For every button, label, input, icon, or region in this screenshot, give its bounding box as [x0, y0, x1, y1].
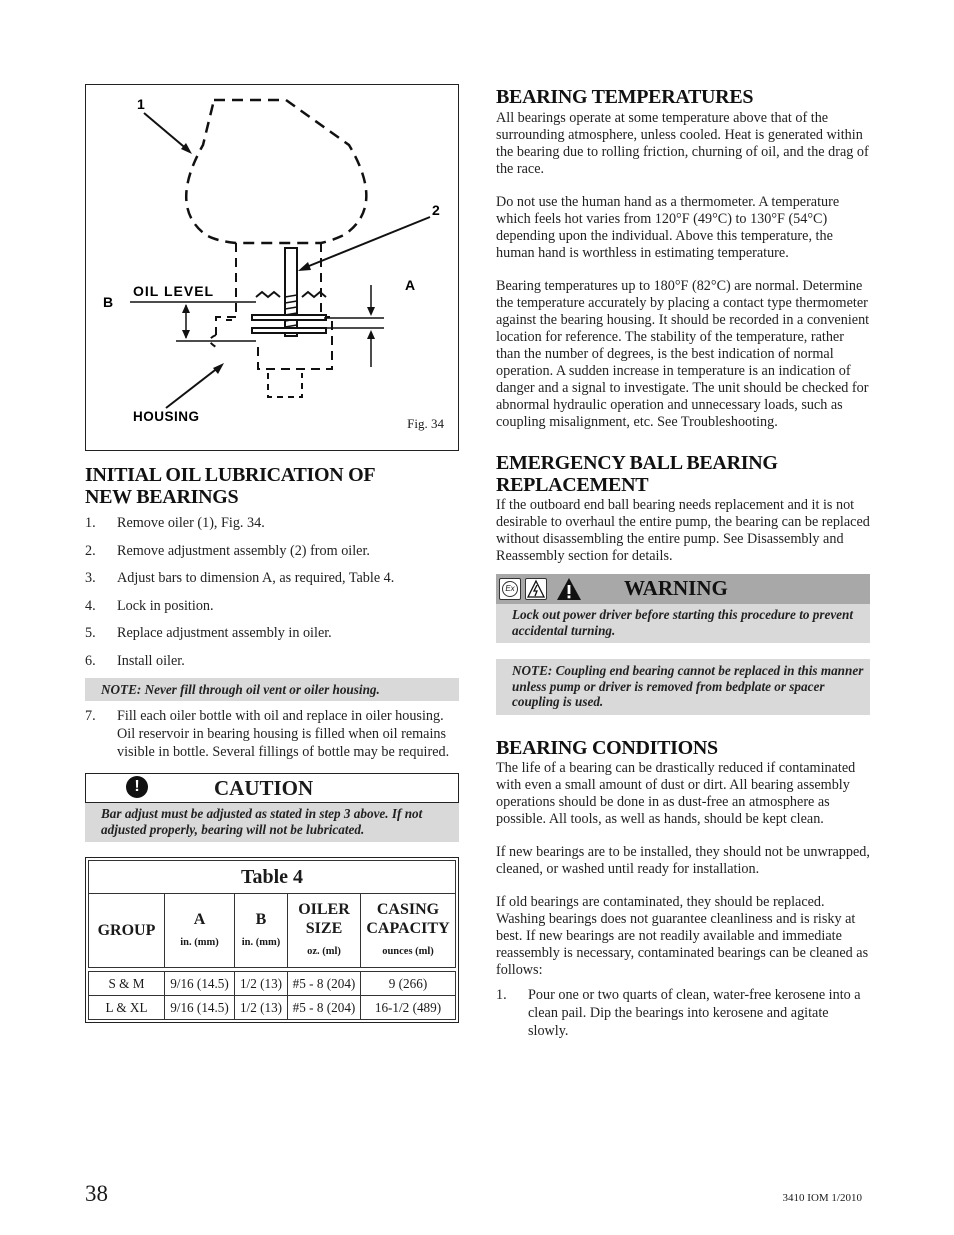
- callout-2-arrowhead: [298, 262, 311, 271]
- caution-header: [85, 773, 459, 803]
- electric-hazard-icon: [525, 578, 547, 600]
- initial-oil-heading-line2: NEW BEARINGS: [85, 486, 239, 508]
- list-item: [85, 514, 459, 532]
- step-text: Replace adjustment assembly in oiler.: [117, 625, 332, 641]
- col-header-group: [89, 894, 165, 968]
- page-number: 38: [85, 1181, 108, 1206]
- cell-oiler: #5 - 8 (204): [288, 972, 361, 996]
- conditions-paragraph-3: If old bearings are contaminated, they should be replaced. Washing bearings does not guarantee cleanliness and is risky at best. If new bearings are not readily available and immediate reassembly is necessary, contaminated bearings can be cleaned as follows:: [496, 893, 869, 978]
- initial-oil-steps: [85, 514, 459, 670]
- bearing-temps-paragraph-1: All bearings operate at some temperature above that of the surrounding atmosphere, unless cooled. Heat is generated within the bearing due to rolling friction, churning of oil, and the drag of the race.: [496, 110, 869, 177]
- callout-1-label: 1: [137, 96, 145, 112]
- cell-a: 9/16 (14.5): [165, 972, 235, 996]
- col-header-casing-unit: ounces (ml): [382, 946, 434, 957]
- oiler-housing-outline: [216, 243, 332, 369]
- callout-1-leader: [144, 113, 189, 151]
- oiler-bottle: [186, 100, 366, 243]
- warning-title: WARNING: [624, 576, 728, 600]
- dimension-b-label: B: [103, 294, 114, 310]
- cell-casing: 9 (266): [361, 972, 456, 996]
- list-item: [85, 707, 459, 761]
- ex-hexagon-icon: Ex: [502, 581, 518, 597]
- step-text: Pour one or two quarts of clean, water-free kerosene into a clean pail. Dip the bearings into kerosene and agitate slowly.: [528, 986, 861, 1039]
- threaded-rod: [285, 248, 297, 336]
- warning-header: [496, 574, 870, 604]
- table-title: Table 4: [89, 861, 456, 894]
- step-text: Remove adjustment assembly (2) from oiler.: [117, 542, 370, 559]
- step-number: 2.: [85, 542, 96, 559]
- dim-b-upper-arrow: [182, 304, 190, 313]
- figure-caption: Fig. 34: [407, 416, 444, 431]
- step-number: 4.: [85, 597, 96, 614]
- step-text: Remove oiler (1), Fig. 34.: [117, 515, 265, 531]
- table-row: [89, 972, 456, 996]
- cleaning-steps: [496, 986, 870, 1040]
- col-header-oiler-line1: OILER: [298, 901, 350, 918]
- warning-text: Lock out power driver before starting this procedure to prevent accidental turning.: [496, 604, 870, 643]
- adjustment-bar-lower: [252, 328, 326, 333]
- dimension-a-label: A: [405, 277, 416, 293]
- warning-box: [496, 574, 870, 643]
- left-column: [85, 84, 459, 1023]
- bearing-temps-paragraph-3: Bearing temperatures up to 180°F (82°C) are normal. Determine the temperature accurately by placing a contact type thermometer against the bearing housing. It should be recorded in a convenient location for reference. The stability of the temperature, rather than the number of degrees, is the best indication of normal operation. A sudden increase in temperature is an indication of danger and a signal to investigate. The unit should be checked for abnormal hydraulic operation and unnecessary loads, such as coupling misalignment, etc. See Troubleshooting.: [496, 278, 870, 430]
- cell-group: S & M: [89, 972, 165, 996]
- list-item: [85, 542, 459, 560]
- col-header-oiler-line2: SIZE: [305, 920, 343, 937]
- col-header-a: [165, 894, 235, 968]
- housing-left-detail: [210, 320, 236, 347]
- col-header-a-unit: in. (mm): [180, 936, 219, 948]
- dim-a-lower-arrow: [367, 330, 375, 339]
- dim-b-lower-arrow: [182, 330, 190, 339]
- list-item: [85, 652, 459, 670]
- step-number: 1.: [85, 515, 96, 531]
- figure-34: [85, 84, 459, 451]
- cell-casing: 16-1/2 (489): [361, 996, 456, 1020]
- col-header-a-label: A: [193, 910, 206, 928]
- col-header-b-label: B: [255, 910, 267, 928]
- warning-triangle-icon: [556, 577, 582, 601]
- emergency-heading-line1: EMERGENCY BALL BEARING: [496, 452, 778, 474]
- step-number: 6.: [85, 652, 96, 669]
- step-text: Install oiler.: [117, 652, 185, 669]
- list-item: [85, 624, 459, 642]
- step-number: 1.: [496, 986, 507, 1003]
- col-header-casing-line1: CASING: [376, 901, 440, 918]
- caution-title: CAUTION: [214, 776, 314, 800]
- col-header-casing-capacity: [361, 894, 456, 968]
- emergency-paragraph: If the outboard end ball bearing needs replacement and it is not desirable to overhaul the entire pump, the bearing can be replaced without disassembling the entire pump. See Disassembly and Reassembly section for details.: [496, 497, 870, 564]
- right-column: [496, 86, 870, 1040]
- housing-bottom: [268, 373, 302, 397]
- oiler-diagram: [86, 85, 458, 450]
- cell-a: 9/16 (14.5): [165, 996, 235, 1020]
- cell-b: 1/2 (13): [235, 972, 288, 996]
- col-header-b-unit: in. (mm): [241, 936, 281, 948]
- bearing-conditions-heading: BEARING CONDITIONS: [496, 736, 718, 759]
- initial-oil-heading: [85, 464, 459, 508]
- table-4: [85, 857, 459, 1023]
- bearing-temps-heading: BEARING TEMPERATURES: [496, 86, 754, 108]
- housing-arrowhead: [213, 363, 224, 374]
- col-header-oiler-unit: oz. (ml): [307, 946, 341, 957]
- caution-text: Bar adjust must be adjusted as stated in step 3 above. If not adjusted properly, bearing will not be lubricated.: [85, 803, 459, 842]
- step-number: 5.: [85, 625, 96, 641]
- callout-2-label: 2: [432, 202, 440, 218]
- emergency-heading-line2: REPLACEMENT: [496, 474, 649, 496]
- initial-oil-heading-line1: INITIAL OIL LUBRICATION OF: [85, 464, 376, 486]
- housing-leader: [166, 367, 219, 408]
- cell-group: L & XL: [89, 996, 165, 1020]
- cell-b: 1/2 (13): [235, 996, 288, 1020]
- initial-oil-step-7: [85, 707, 459, 761]
- col-header-casing-line2: CAPACITY: [366, 920, 450, 937]
- col-header-oiler-size: [288, 894, 361, 968]
- explosion-proof-icon: [499, 578, 521, 600]
- caution-icon: !: [126, 776, 148, 798]
- bearing-temps-paragraph-2: Do not use the human hand as a thermometer. A temperature which feels hot varies from 120°F (49°C) to 130°F (54°C) depending upon the individual. Above this temperature, the human hand is worthless in estimating temperature.: [496, 194, 840, 261]
- col-header-group-label: GROUP: [97, 922, 156, 939]
- list-item: [496, 986, 870, 1040]
- housing-label: HOUSING: [133, 409, 200, 424]
- dim-a-upper-arrow: [367, 307, 375, 316]
- adjustment-bar-upper: [252, 315, 326, 320]
- step-text: Adjust bars to dimension A, as required, Table 4.: [117, 570, 395, 586]
- caution-box: [85, 773, 459, 842]
- oil-vent-note: NOTE: Never fill through oil vent or oiler housing.: [85, 678, 459, 702]
- step-text: Lock in position.: [117, 597, 214, 614]
- step-text: Fill each oiler bottle with oil and replace in oiler housing. Oil reservoir in bearing housing is filled when oil remains visible in bottle. Several fillings of bottle may be required.: [117, 708, 450, 760]
- cell-oiler: #5 - 8 (204): [288, 996, 361, 1020]
- emergency-heading: [496, 452, 870, 496]
- list-item: [85, 597, 459, 615]
- oil-level-label: OIL LEVEL: [133, 283, 215, 299]
- list-item: [85, 569, 459, 587]
- step-number: 7.: [85, 708, 96, 724]
- step-number: 3.: [85, 570, 96, 586]
- conditions-paragraph-1: The life of a bearing can be drastically reduced if contaminated with even a small amount of dust or dirt. All bearing assembly operations should be done in as dust-free an atmosphere as possible. All tools, as well as hands, should be kept clean.: [496, 759, 856, 827]
- col-header-b: [235, 894, 288, 968]
- table-row: [89, 996, 456, 1020]
- bearing-spec-table: [88, 860, 456, 1020]
- electric-triangle-icon: [526, 579, 546, 599]
- document-code: 3410 IOM 1/2010: [782, 1192, 862, 1204]
- coupling-note: NOTE: Coupling end bearing cannot be replaced in this manner unless pump or driver is removed from bedplate or spacer coupling is used.: [496, 659, 870, 715]
- conditions-paragraph-2: If new bearings are to be installed, they should not be unwrapped, cleaned, or washed until ready for installation.: [496, 843, 870, 877]
